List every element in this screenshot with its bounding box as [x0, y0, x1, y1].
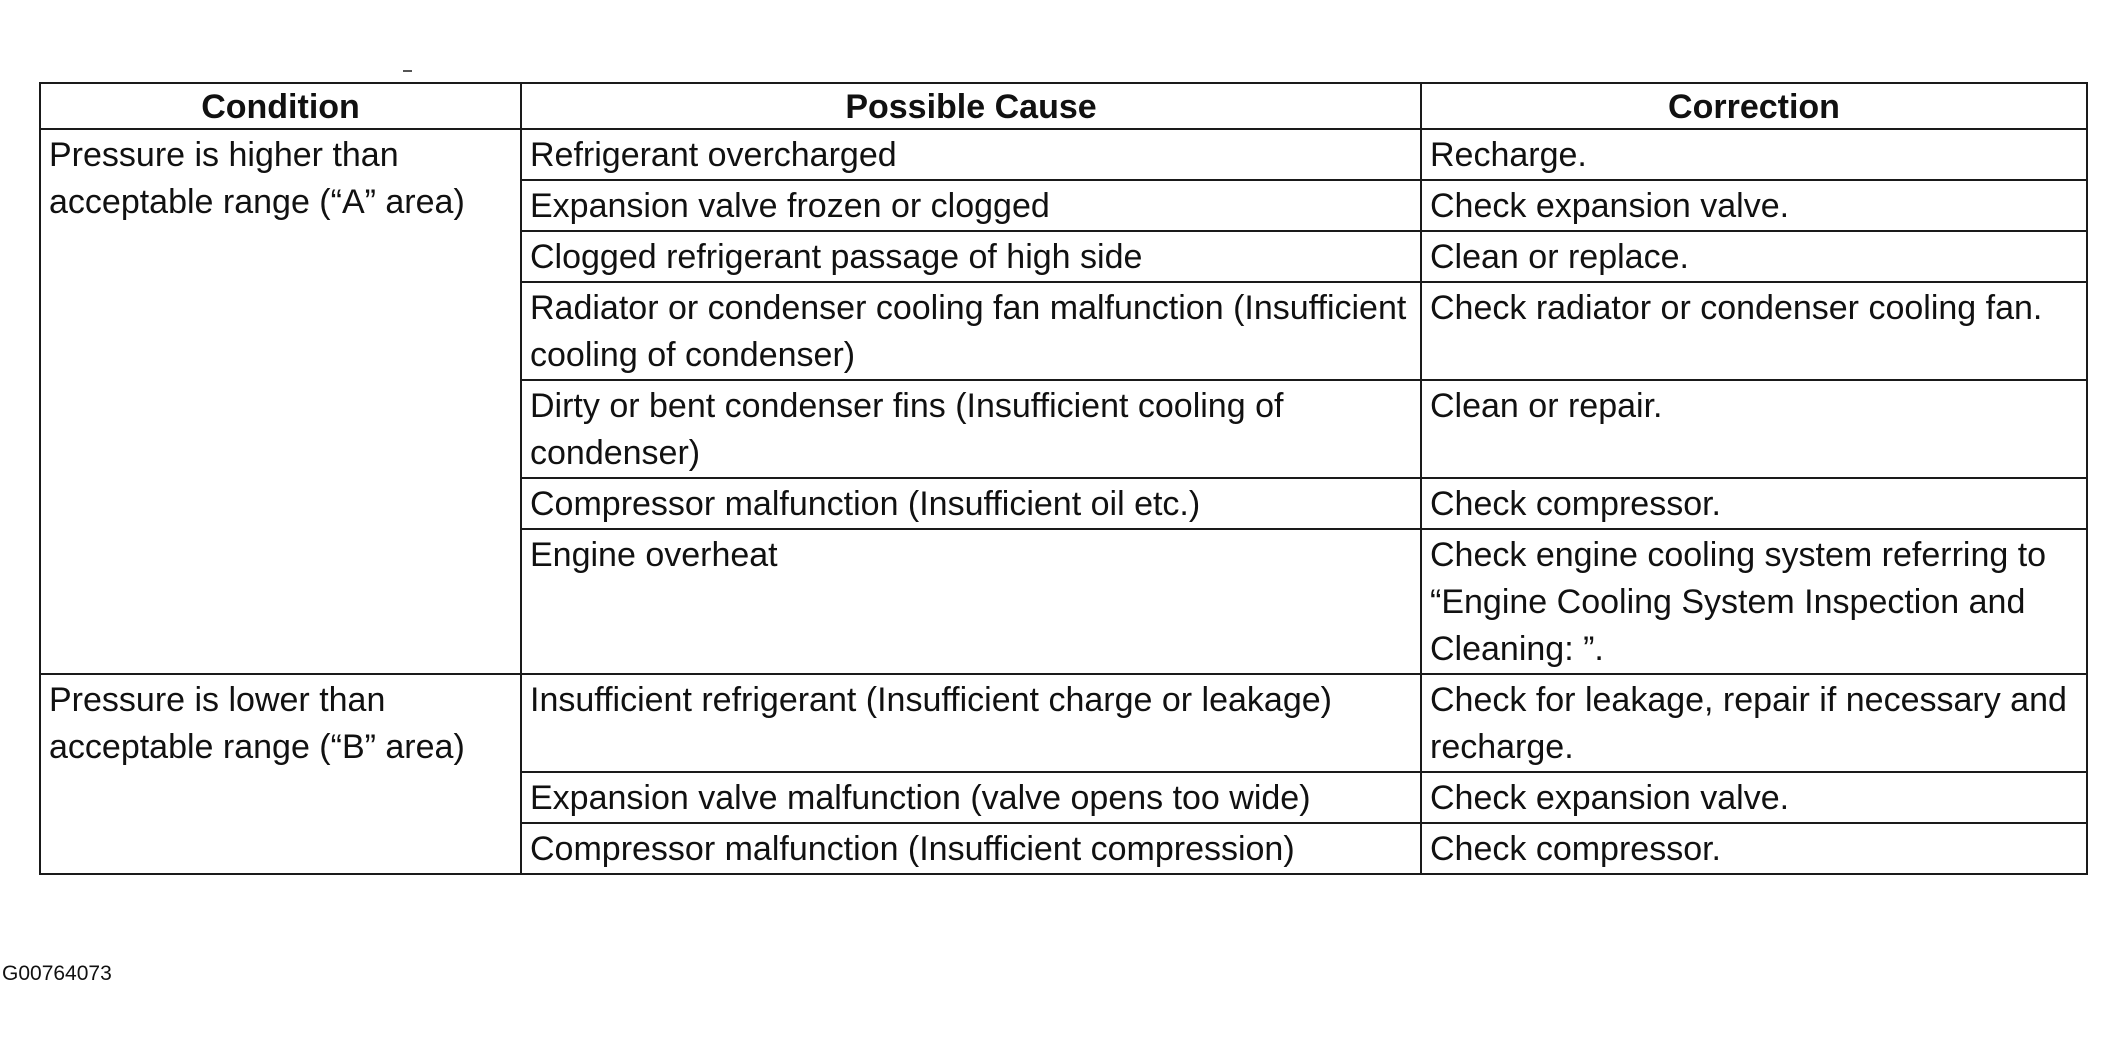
table-row: [40, 129, 2087, 180]
correction-cell: Check expansion valve.: [1421, 772, 2087, 823]
cause-cell: Insufficient refrigerant (Insufficient charge or leakage): [521, 674, 1421, 772]
correction-cell: Check radiator or condenser cooling fan.: [1421, 282, 2087, 380]
cause-cell: Compressor malfunction (Insufficient compression): [521, 823, 1421, 874]
figure-code: G00764073: [2, 962, 112, 985]
cause-cell: Expansion valve frozen or clogged: [521, 180, 1421, 231]
correction-cell: Clean or repair.: [1421, 380, 2087, 478]
cause-cell: Engine overheat: [521, 529, 1421, 674]
cause-cell: Compressor malfunction (Insufficient oil etc.): [521, 478, 1421, 529]
condition-cell: Pressure is lower than acceptable range (“B” area): [40, 674, 521, 874]
correction-cell: Check compressor.: [1421, 823, 2087, 874]
header-row: [40, 83, 2087, 129]
troubleshooting-table: [39, 82, 2088, 875]
correction-cell: Check compressor.: [1421, 478, 2087, 529]
stray-mark: [403, 70, 412, 72]
correction-cell: Clean or replace.: [1421, 231, 2087, 282]
header-correction: Correction: [1421, 83, 2087, 129]
correction-cell: Check for leakage, repair if necessary and recharge.: [1421, 674, 2087, 772]
table-row: [40, 674, 2087, 772]
correction-cell: Check engine cooling system referring to “Engine Cooling System Inspection and Cleaning: ”.: [1421, 529, 2087, 674]
cause-cell: Radiator or condenser cooling fan malfunction (Insufficient cooling of condenser): [521, 282, 1421, 380]
correction-cell: Check expansion valve.: [1421, 180, 2087, 231]
header-possible-cause: Possible Cause: [521, 83, 1421, 129]
cause-cell: Dirty or bent condenser fins (Insufficient cooling of condenser): [521, 380, 1421, 478]
cause-cell: Clogged refrigerant passage of high side: [521, 231, 1421, 282]
cause-cell: Refrigerant overcharged: [521, 129, 1421, 180]
condition-cell: Pressure is higher than acceptable range (“A” area): [40, 129, 521, 674]
correction-cell: Recharge.: [1421, 129, 2087, 180]
cause-cell: Expansion valve malfunction (valve opens too wide): [521, 772, 1421, 823]
header-condition: Condition: [40, 83, 521, 129]
